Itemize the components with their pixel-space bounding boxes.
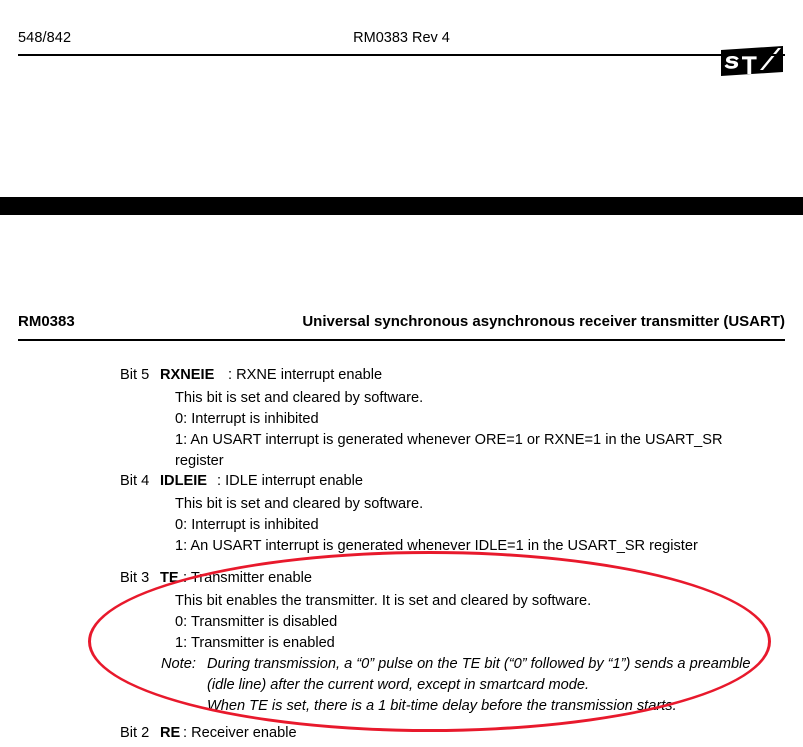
header-divider — [18, 339, 785, 341]
bit-line: 1: Transmitter is enabled — [175, 635, 335, 651]
bit-description: : IDLE interrupt enable — [217, 473, 364, 489]
bit-line: 1: An USART interrupt is generated whenever ORE=1 or RXNE=1 in the USART_SR register — [175, 432, 723, 469]
bit-line: 0: Interrupt is inhibited — [175, 411, 319, 427]
bit-description: : Transmitter enable — [183, 570, 312, 586]
bit-heading — [0, 473, 803, 494]
note-label: Note: — [161, 656, 196, 672]
footer-divider — [18, 54, 785, 56]
note-block — [161, 696, 803, 717]
note-paragraph: During transmission, a “0” pulse on the TE bit (“0” followed by “1”) sends a preamble (idle line) after the current word, except in smartcard mode. — [207, 656, 751, 693]
footer-page-number: 548/842 — [18, 30, 72, 46]
bit-line: 0: Interrupt is inhibited — [175, 517, 319, 533]
bit-line: This bit is set and cleared by software. — [175, 496, 424, 512]
footer-document-id: RM0383 Rev 4 — [353, 30, 450, 46]
bit-block-idleie — [0, 473, 803, 557]
bit-number: Bit 4 — [120, 473, 150, 489]
bit-block-rxneie — [0, 367, 803, 472]
page-header — [0, 313, 803, 337]
bit-line: This bit is set and cleared by software. — [175, 390, 424, 406]
bit-number: Bit 3 — [120, 570, 150, 586]
bit-block-te — [0, 570, 803, 717]
footer-row — [0, 30, 803, 56]
bit-name: IDLEIE — [160, 473, 208, 489]
bit-description: : Receiver enable — [183, 725, 297, 741]
bit-name: RE — [160, 725, 181, 741]
header-chapter-title: Universal synchronous asynchronous receiver transmitter (USART) — [302, 313, 785, 330]
bit-heading — [0, 367, 803, 388]
bit-description: : RXNE interrupt enable — [228, 367, 383, 383]
bit-name: TE — [160, 570, 179, 586]
bit-number: Bit 5 — [120, 367, 150, 383]
previous-page-footer — [0, 0, 803, 197]
page-separator-band — [0, 197, 803, 215]
note-paragraph: When TE is set, there is a 1 bit-time delay before the transmission starts. — [207, 698, 677, 714]
bit-line: This bit enables the transmitter. It is set and cleared by software. — [175, 593, 592, 609]
page-body — [0, 367, 803, 747]
bit-line: 1: An USART interrupt is generated whenever IDLE=1 in the USART_SR register — [175, 538, 698, 554]
bit-number: Bit 2 — [120, 725, 150, 741]
bit-line: 0: Transmitter is disabled — [175, 614, 338, 630]
bit-name: RXNEIE — [160, 367, 215, 383]
bit-heading — [0, 570, 803, 591]
current-page — [0, 215, 803, 741]
note-block — [161, 654, 803, 696]
header-document-id: RM0383 — [18, 313, 75, 330]
st-logo-icon — [719, 44, 785, 78]
bit-block-re — [0, 725, 803, 746]
bit-heading — [0, 725, 803, 746]
